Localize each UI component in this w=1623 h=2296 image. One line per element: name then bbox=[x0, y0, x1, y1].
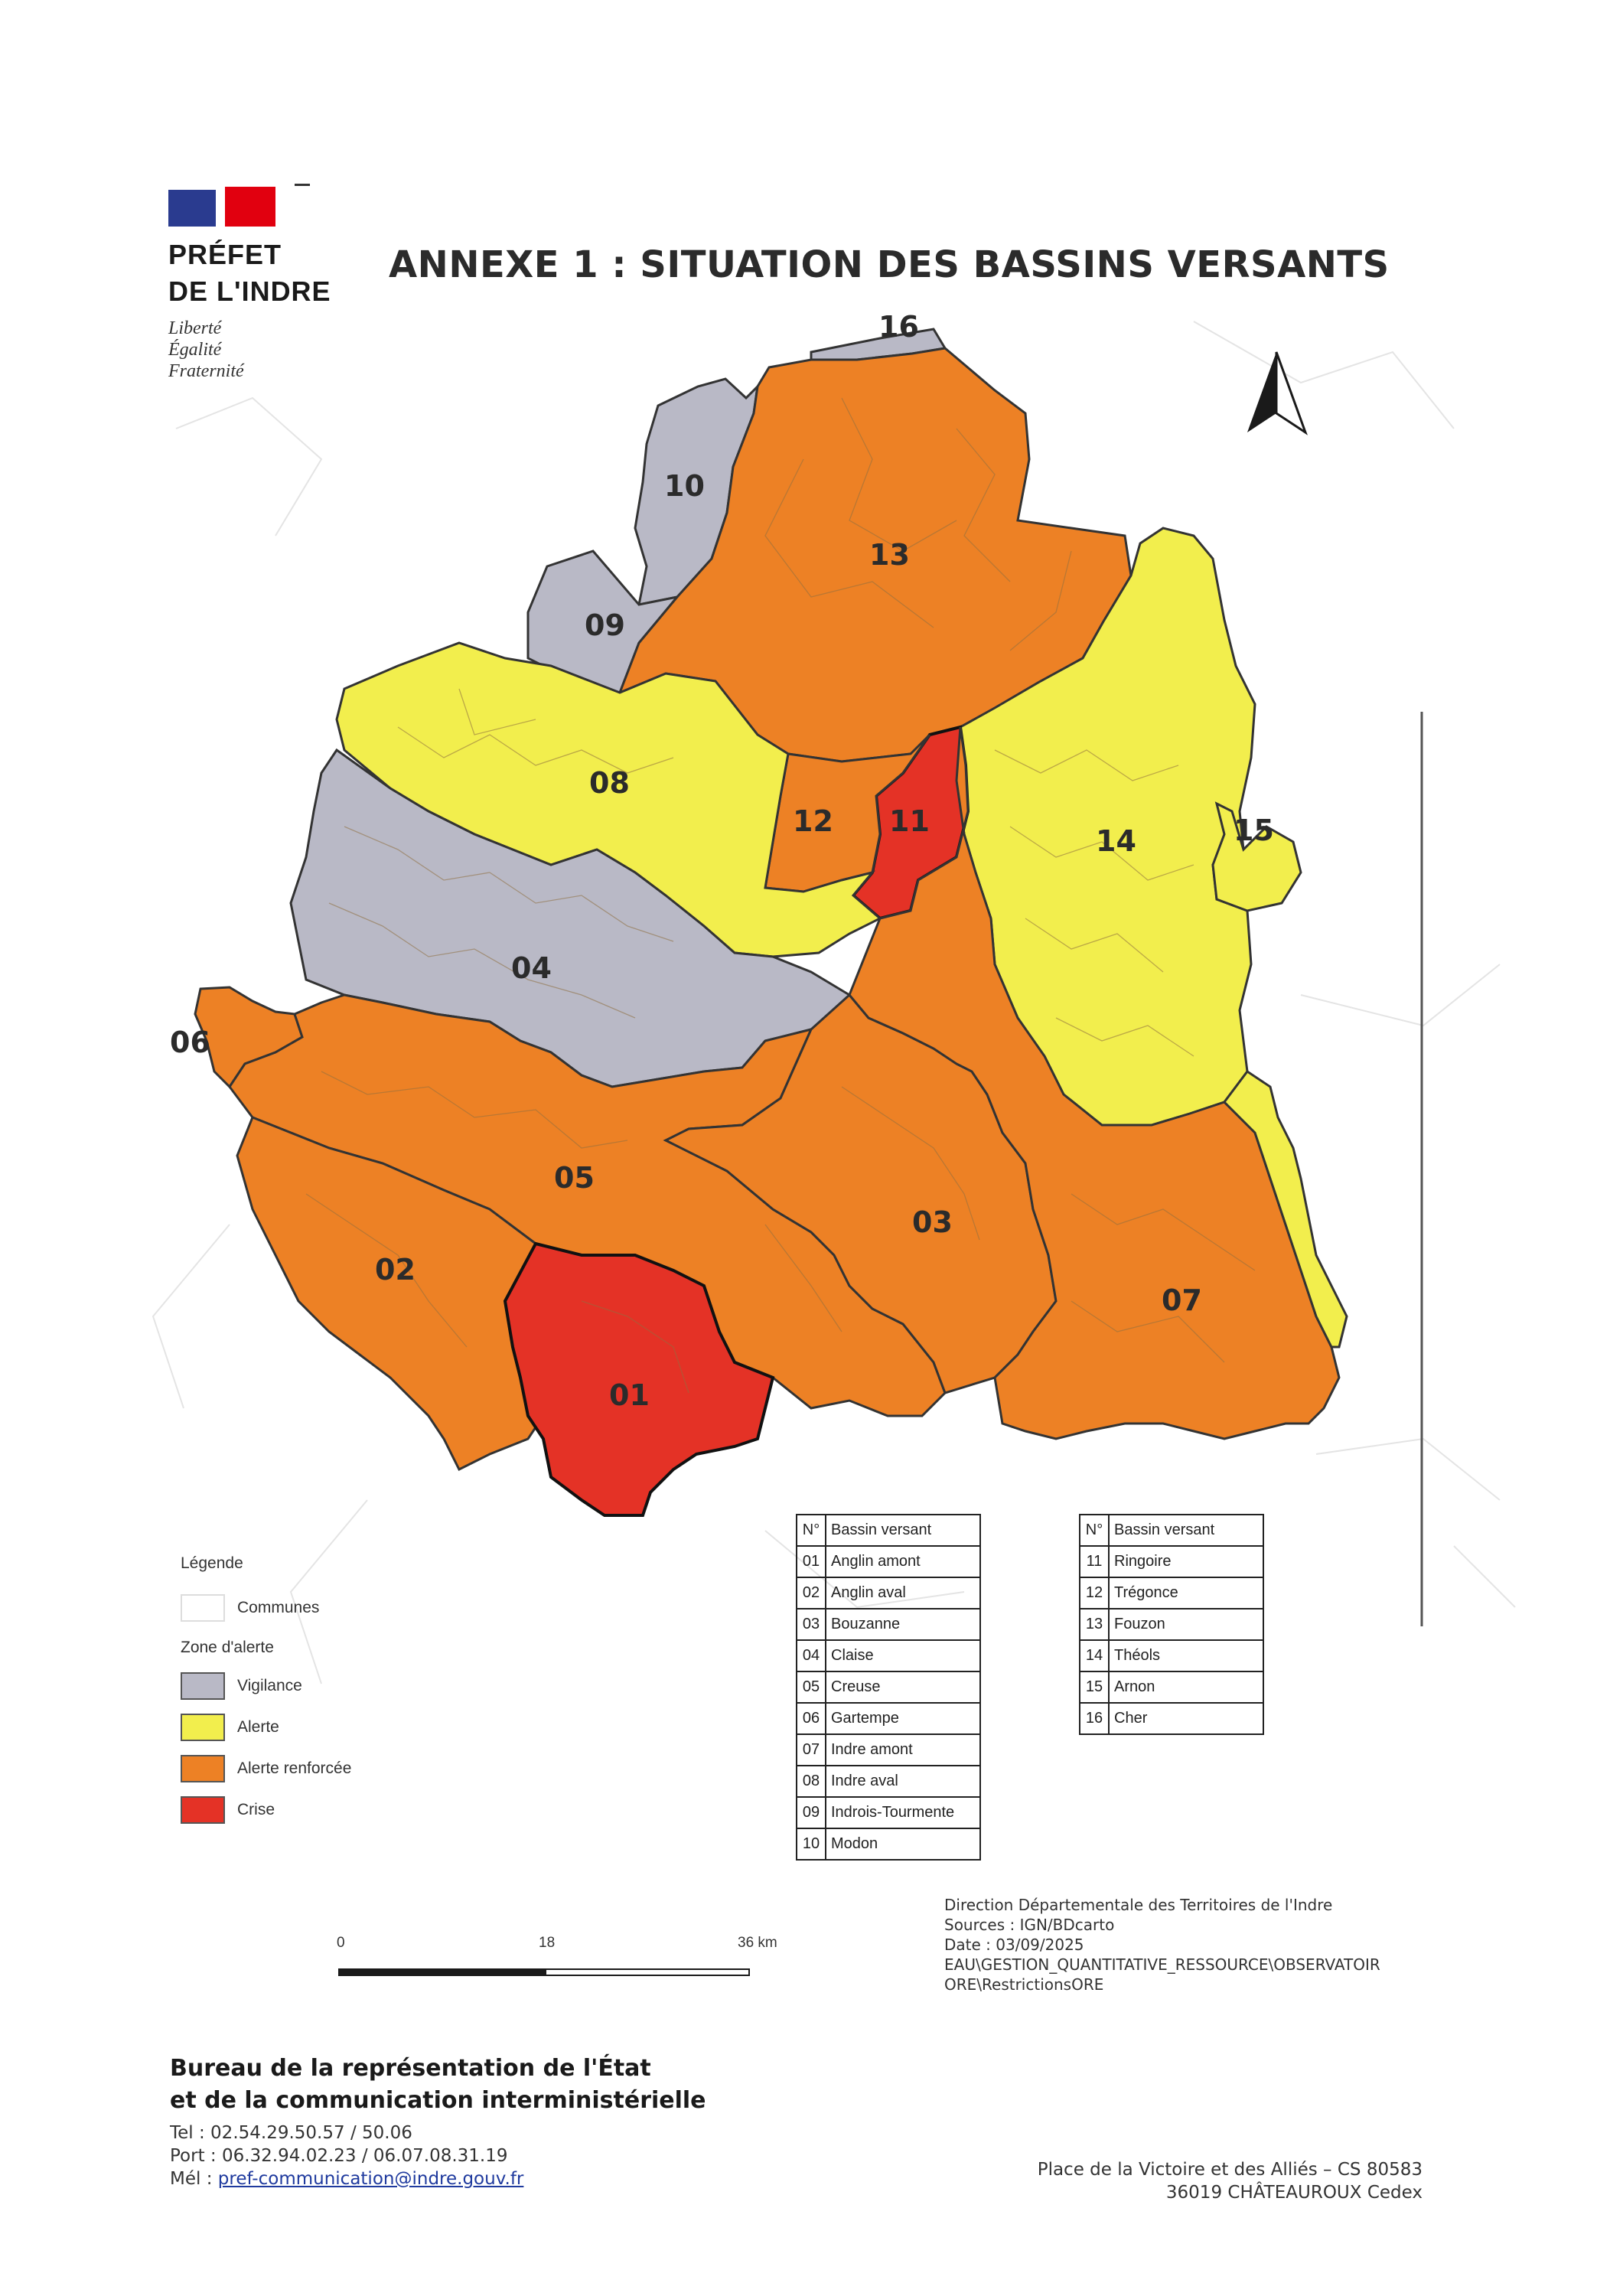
scale-segment-dark bbox=[338, 1968, 545, 1976]
basin-number: 02 bbox=[797, 1577, 826, 1609]
table-row bbox=[797, 1766, 980, 1797]
basin-name: Indre aval bbox=[826, 1766, 980, 1797]
footer-port: Port : 06.32.94.02.23 / 06.07.08.31.19 bbox=[170, 2146, 508, 2166]
basin-name: Arnon bbox=[1109, 1671, 1263, 1703]
table-row bbox=[1080, 1546, 1263, 1577]
basin-name: Cher bbox=[1109, 1703, 1263, 1734]
basin-name: Indrois-Tourmente bbox=[826, 1797, 980, 1828]
source-line-2: Sources : IGN/BDcarto bbox=[944, 1916, 1115, 1934]
table-header-number: N° bbox=[797, 1515, 826, 1546]
basin-table-1 bbox=[796, 1514, 981, 1861]
table-row bbox=[1080, 1703, 1263, 1734]
legend-title: Légende bbox=[181, 1554, 243, 1572]
basin-number: 01 bbox=[797, 1546, 826, 1577]
basin-name: Anglin amont bbox=[826, 1546, 980, 1577]
basin-name: Théols bbox=[1109, 1640, 1263, 1671]
zone-label-13: 13 bbox=[869, 538, 910, 572]
table-row bbox=[797, 1671, 980, 1703]
basin-name: Ringoire bbox=[1109, 1546, 1263, 1577]
footer-email-link[interactable]: pref-communication@indre.gouv.fr bbox=[217, 2169, 524, 2189]
north-arrow-icon bbox=[1247, 352, 1305, 432]
basin-table-2 bbox=[1079, 1514, 1264, 1735]
page-title: ANNEXE 1 : SITUATION DES BASSINS VERSANTS bbox=[389, 243, 1390, 286]
legend-zone-title: Zone d'alerte bbox=[181, 1639, 274, 1656]
source-line-1: Direction Départementale des Territoires de l'Indre bbox=[944, 1896, 1333, 1914]
legend-label-alerte-renforcee: Alerte renforcée bbox=[237, 1760, 352, 1777]
scale-tick-18: 18 bbox=[539, 1935, 556, 1951]
basin-number: 15 bbox=[1080, 1671, 1109, 1703]
logo-line-2: DE L'INDRE bbox=[168, 276, 331, 307]
source-line-4: EAU\GESTION_QUANTITATIVE_RESSOURCE\OBSERVATOIR bbox=[944, 1955, 1380, 1974]
basin-number: 10 bbox=[797, 1828, 826, 1860]
table-row bbox=[797, 1609, 980, 1640]
footer-contact bbox=[170, 2053, 706, 2190]
footer-mel-label: Mél : bbox=[170, 2169, 218, 2189]
table-header-basin: Bassin versant bbox=[1109, 1515, 1263, 1546]
basin-name: Modon bbox=[826, 1828, 980, 1860]
table-row bbox=[797, 1734, 980, 1766]
scale-tick-0: 0 bbox=[337, 1935, 345, 1951]
basin-number: 14 bbox=[1080, 1640, 1109, 1671]
table-row bbox=[797, 1640, 980, 1671]
scale-bar bbox=[337, 1935, 777, 1988]
basin-number: 08 bbox=[797, 1766, 826, 1797]
basin-number: 06 bbox=[797, 1703, 826, 1734]
basin-number: 07 bbox=[797, 1734, 826, 1766]
table-row bbox=[797, 1828, 980, 1860]
basin-number: 12 bbox=[1080, 1577, 1109, 1609]
logo-line-1: PRÉFET bbox=[168, 239, 282, 270]
basin-name: Indre amont bbox=[826, 1734, 980, 1766]
legend-label-communes: Communes bbox=[237, 1599, 320, 1616]
zone-label-01: 01 bbox=[609, 1378, 650, 1412]
table-row bbox=[1080, 1609, 1263, 1640]
table-row bbox=[1080, 1671, 1263, 1703]
table-header-number: N° bbox=[1080, 1515, 1109, 1546]
zone-label-15: 15 bbox=[1234, 814, 1274, 847]
scale-tick-36: 36 km bbox=[738, 1935, 777, 1951]
zone-label-12: 12 bbox=[793, 804, 833, 838]
table-row bbox=[797, 1703, 980, 1734]
legend-label-alerte: Alerte bbox=[237, 1718, 279, 1736]
table-row bbox=[797, 1546, 980, 1577]
legend-label-crise: Crise bbox=[237, 1801, 275, 1818]
source-line-3: Date : 03/09/2025 bbox=[944, 1936, 1084, 1954]
legend-swatch-alerte-renforcee bbox=[181, 1755, 225, 1782]
zone-label-08: 08 bbox=[589, 766, 630, 800]
motto-liberte: Liberté bbox=[168, 318, 222, 338]
table-row bbox=[797, 1577, 980, 1609]
scale-segment-light bbox=[545, 1968, 750, 1976]
source-line-5: ORE\RestrictionsORE bbox=[944, 1975, 1104, 1994]
basin-name: Trégonce bbox=[1109, 1577, 1263, 1609]
zone-label-14: 14 bbox=[1096, 824, 1136, 858]
zone-label-05: 05 bbox=[554, 1161, 595, 1195]
legend-swatch-alerte bbox=[181, 1714, 225, 1741]
footer-address-line-2: 36019 CHÂTEAUROUX Cedex bbox=[1165, 2183, 1423, 2203]
zone-label-06: 06 bbox=[170, 1026, 210, 1059]
table-header-basin: Bassin versant bbox=[826, 1515, 980, 1546]
zone-label-07: 07 bbox=[1162, 1283, 1202, 1317]
basin-number: 03 bbox=[797, 1609, 826, 1640]
table-row bbox=[797, 1797, 980, 1828]
zone-label-04: 04 bbox=[511, 951, 552, 985]
basin-number: 16 bbox=[1080, 1703, 1109, 1734]
table-header-row bbox=[797, 1515, 980, 1546]
footer-heading-2: et de la communication interministérielle bbox=[170, 2087, 706, 2114]
zone-label-16: 16 bbox=[878, 310, 919, 344]
footer-address-line-1: Place de la Victoire et des Alliés – CS 80583 bbox=[1037, 2160, 1423, 2180]
zone-label-10: 10 bbox=[664, 469, 705, 503]
legend-swatch-communes bbox=[181, 1594, 225, 1622]
zone-label-11: 11 bbox=[889, 804, 930, 838]
table-header-row bbox=[1080, 1515, 1263, 1546]
legend-label-vigilance: Vigilance bbox=[237, 1677, 302, 1694]
table-row bbox=[1080, 1640, 1263, 1671]
table-row bbox=[1080, 1577, 1263, 1609]
basin-name: Anglin aval bbox=[826, 1577, 980, 1609]
footer-heading-1: Bureau de la représentation de l'État bbox=[170, 2055, 651, 2082]
map-source-block bbox=[944, 1895, 1380, 1994]
basin-name: Gartempe bbox=[826, 1703, 980, 1734]
basin-number: 09 bbox=[797, 1797, 826, 1828]
footer-tel: Tel : 02.54.29.50.57 / 50.06 bbox=[170, 2123, 412, 2143]
basin-name: Claise bbox=[826, 1640, 980, 1671]
basin-number: 04 bbox=[797, 1640, 826, 1671]
motto-egalite: Égalité bbox=[168, 340, 222, 360]
zone-label-03: 03 bbox=[912, 1205, 953, 1239]
map-legend bbox=[181, 1550, 433, 1841]
basin-number: 05 bbox=[797, 1671, 826, 1703]
legend-swatch-vigilance bbox=[181, 1672, 225, 1700]
zone-label-09: 09 bbox=[585, 608, 625, 642]
basin-name: Creuse bbox=[826, 1671, 980, 1703]
zone-label-02: 02 bbox=[375, 1253, 416, 1287]
basin-number: 11 bbox=[1080, 1546, 1109, 1577]
basin-name: Bouzanne bbox=[826, 1609, 980, 1640]
legend-swatch-crise bbox=[181, 1796, 225, 1824]
motto-fraternite: Fraternité bbox=[168, 361, 244, 381]
basin-number: 13 bbox=[1080, 1609, 1109, 1640]
footer-mel bbox=[170, 2167, 706, 2190]
footer-address bbox=[1038, 2158, 1423, 2204]
basin-name: Fouzon bbox=[1109, 1609, 1263, 1640]
